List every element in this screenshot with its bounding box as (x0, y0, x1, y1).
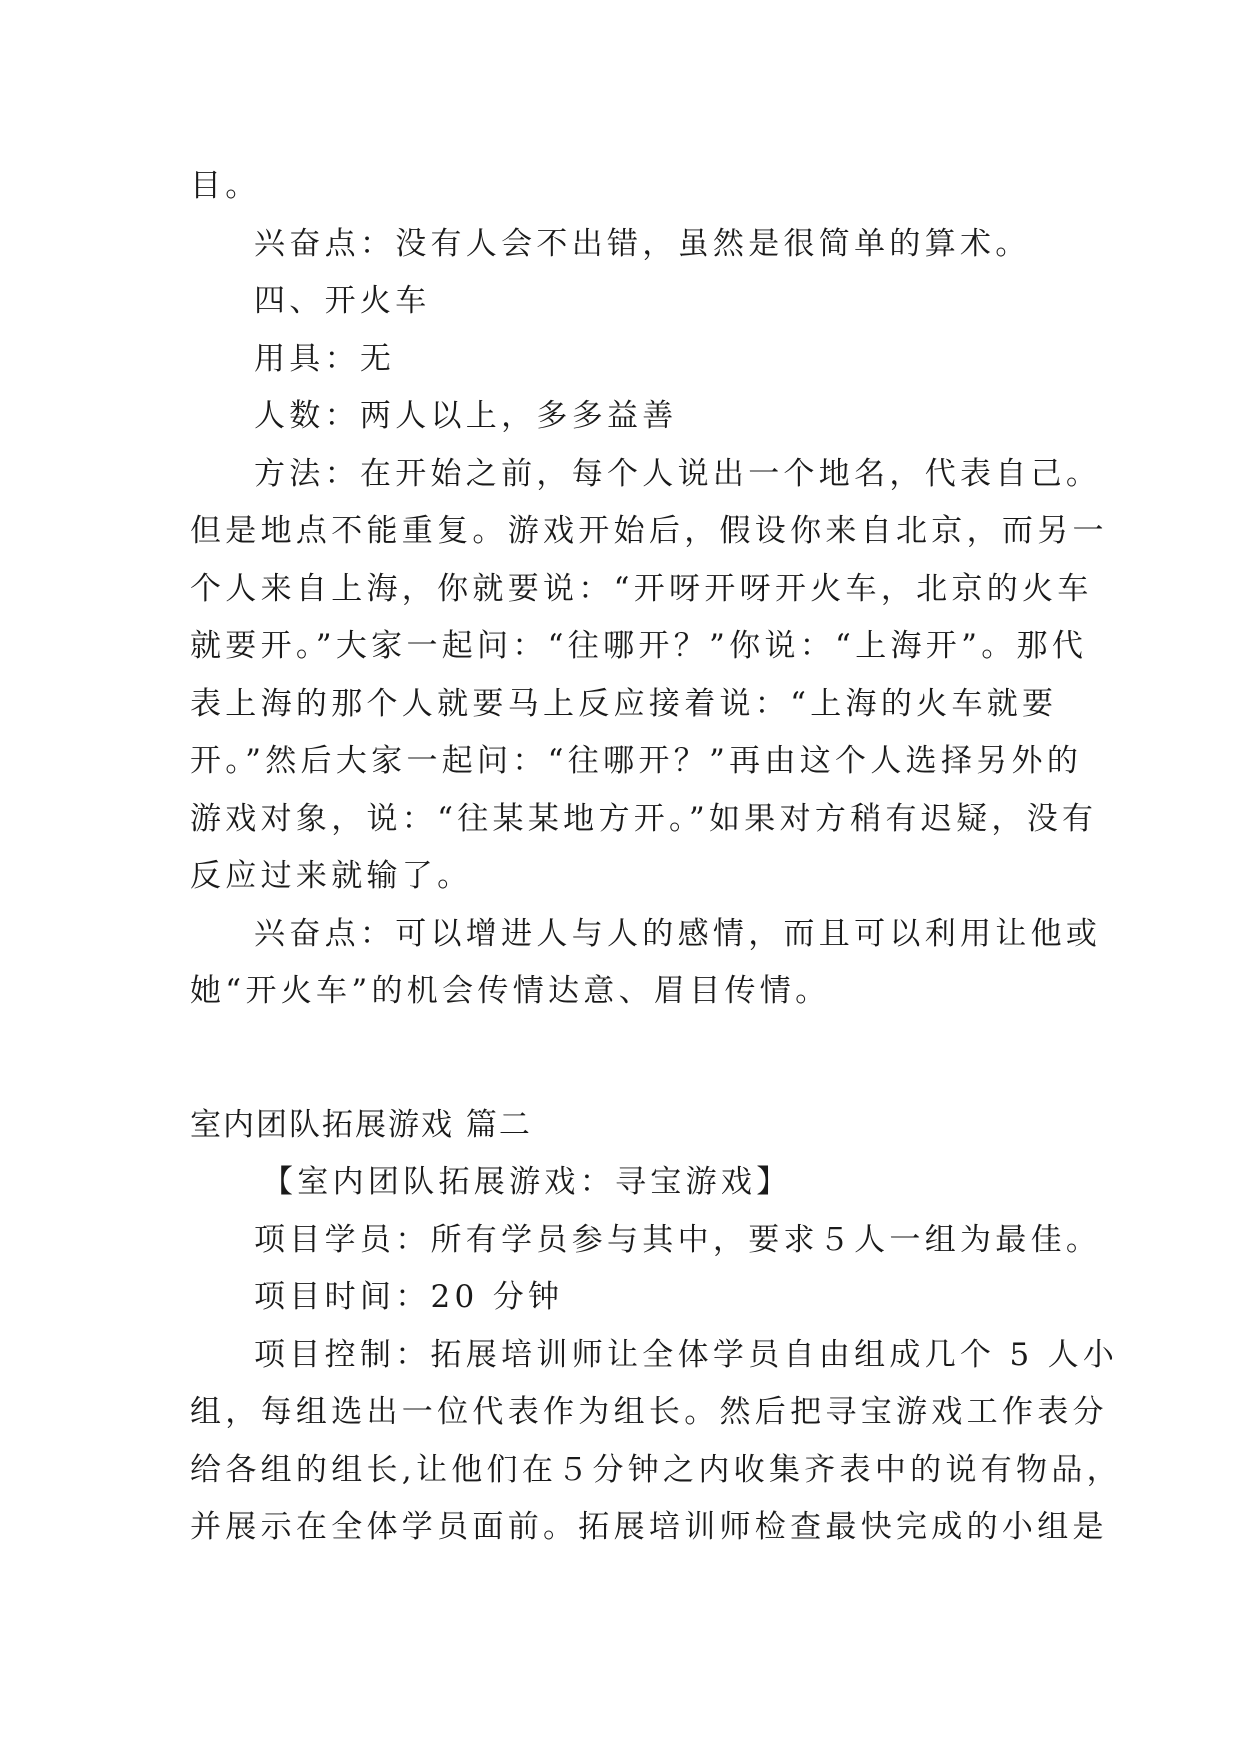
game-4-title: 四、开火车 (254, 283, 431, 319)
control-line: 并展示在全体学员面前。拓展培训师检查最快完成的小组是 (190, 1509, 1108, 1545)
method-line: 游戏对象，说：“往某某地方开。”如果对方稍有迟疑，没有 (190, 800, 1098, 837)
method-line: 表上海的那个人就要马上反应接着说：“上海的火车就要 (190, 685, 1058, 722)
control-line: 项目控制：拓展培训师让全体学员自由组成几个 5 人小 (254, 1336, 1119, 1373)
method-line: 就要开。”大家一起问：“往哪开？”你说：“上海开”。那代 (190, 628, 1088, 664)
control-line: 给各组的组长,让他们在５分钟之内收集齐表中的说有物品， (190, 1451, 1122, 1488)
method-line: 但是地点不能重复。游戏开始后，假设你来自北京，而另一 (190, 513, 1108, 549)
method-line: 方法：在开始之前，每个人说出一个地名，代表自己。 (254, 455, 1102, 492)
excitement-point-2 (190, 906, 1102, 1021)
game-subtitle: 【室内团队拓展游戏：寻宝游戏】 (262, 1164, 792, 1200)
tools-line: 用具：无 (254, 340, 396, 377)
time-line: 项目时间：20 分钟 (254, 1279, 564, 1315)
control-paragraph (190, 1327, 1122, 1557)
section-gap (190, 1021, 1055, 1097)
control-line: 组，每组选出一位代表作为组长。然后把寻宝游戏工作表分 (190, 1394, 1108, 1430)
people-line: 人数：两人以上，多多益善 (254, 398, 678, 434)
excitement-line: 兴奋点：可以增进人与人的感情，而且可以利用让他或 (254, 915, 1102, 952)
method-line: 开。”然后大家一起问：“往哪开？”再由这个人选择另外的 (190, 743, 1083, 779)
excitement-point-1: 兴奋点：没有人会不出错，虽然是很简单的算术。 (254, 225, 1031, 262)
section-heading: 室内团队拓展游戏 篇二 (190, 1106, 532, 1143)
method-line: 个人来自上海，你就要说：“开呀开呀开火车，北京的火车 (190, 570, 1093, 607)
excitement-line: 她“开火车”的机会传情达意、眉目传情。 (190, 973, 831, 1009)
method-line: 反应过来就输了。 (190, 858, 473, 894)
document-page (190, 158, 1122, 1557)
method-paragraph (190, 446, 1108, 906)
members-line: 项目学员：所有学员参与其中，要求５人一组为最佳。 (254, 1221, 1102, 1258)
paragraph-continuation: 目。 (190, 168, 261, 204)
